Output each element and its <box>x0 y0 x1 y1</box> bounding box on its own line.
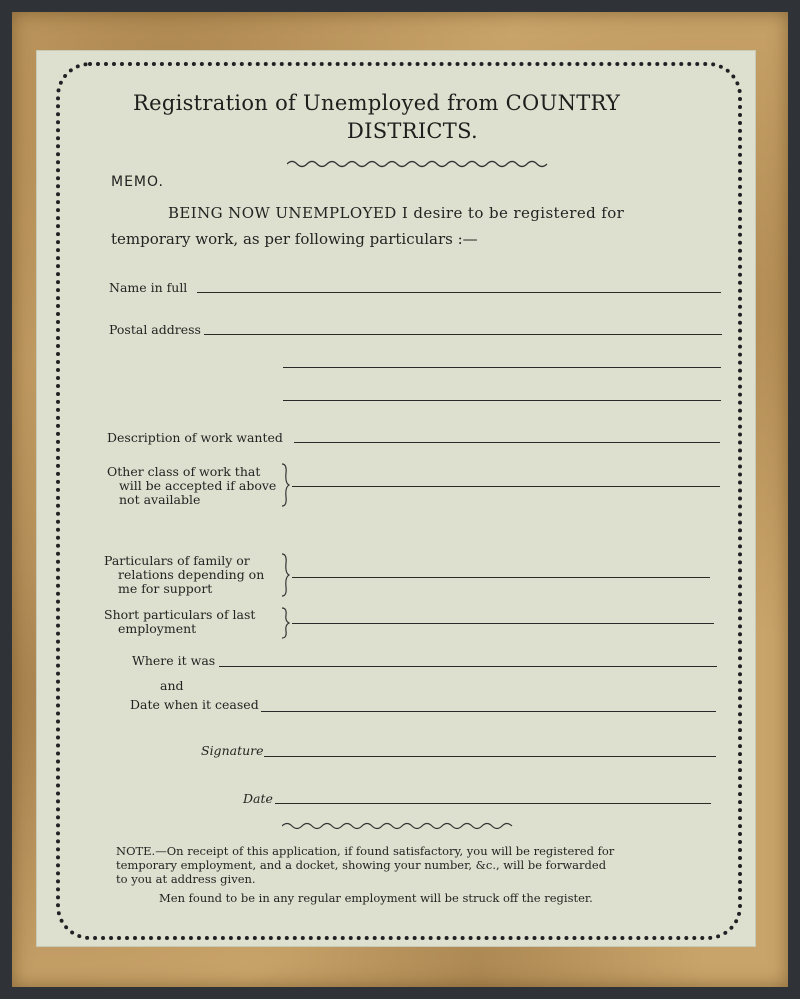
signature-label: Signature <box>201 743 264 758</box>
name-label: Name in full <box>109 280 188 295</box>
short-label-1: Short particulars of last <box>104 607 256 622</box>
form-title-line1: Registration of Unemployed from COUNTRY <box>133 91 621 115</box>
note-line2: temporary employment, and a docket, showing your number, &c., will be forwarded <box>116 858 607 872</box>
and-label: and <box>160 678 184 693</box>
other-class-label-3: not available <box>119 492 201 507</box>
other-class-label-2: will be accepted if above <box>119 478 277 493</box>
postal-label: Postal address <box>109 322 201 337</box>
note-line4: Men found to be in any regular employment will be struck off the register. <box>159 891 593 905</box>
date-ceased-label: Date when it ceased <box>130 697 259 712</box>
date-line[interactable] <box>275 803 711 804</box>
family-brace <box>280 553 290 597</box>
note-line3: to you at address given. <box>116 872 256 886</box>
date-label: Date <box>243 791 273 806</box>
family-line[interactable] <box>292 577 710 578</box>
postal-line-1[interactable] <box>204 334 722 335</box>
note-line1: NOTE.—On receipt of this application, if found satisfactory, you will be registered for <box>116 844 615 858</box>
other-class-line[interactable] <box>292 486 720 487</box>
postal-line-2[interactable] <box>283 367 721 368</box>
family-label-1: Particulars of family or <box>104 553 250 568</box>
intro-line1: BEING NOW UNEMPLOYED I desire to be registered for <box>168 204 625 222</box>
short-line[interactable] <box>292 623 714 624</box>
note-wave-divider <box>282 820 518 832</box>
description-line[interactable] <box>294 442 720 443</box>
form-title-line2: DISTRICTS. <box>347 119 479 143</box>
title-wave-divider <box>287 158 549 170</box>
family-label-2: relations depending on <box>118 567 265 582</box>
signature-line[interactable] <box>264 756 716 757</box>
intro-line2: temporary work, as per following particulars :— <box>111 230 478 248</box>
description-label: Description of work wanted <box>107 430 283 445</box>
postal-line-3[interactable] <box>283 400 721 401</box>
family-label-3: me for support <box>118 581 213 596</box>
name-line[interactable] <box>197 292 721 293</box>
where-label: Where it was <box>132 653 216 668</box>
short-label-2: employment <box>118 621 197 636</box>
date-ceased-line[interactable] <box>261 711 716 712</box>
short-brace <box>280 607 290 639</box>
other-class-brace <box>280 463 290 507</box>
where-line[interactable] <box>219 666 717 667</box>
other-class-label-1: Other class of work that <box>107 464 261 479</box>
memo-label: MEMO. <box>111 174 164 190</box>
